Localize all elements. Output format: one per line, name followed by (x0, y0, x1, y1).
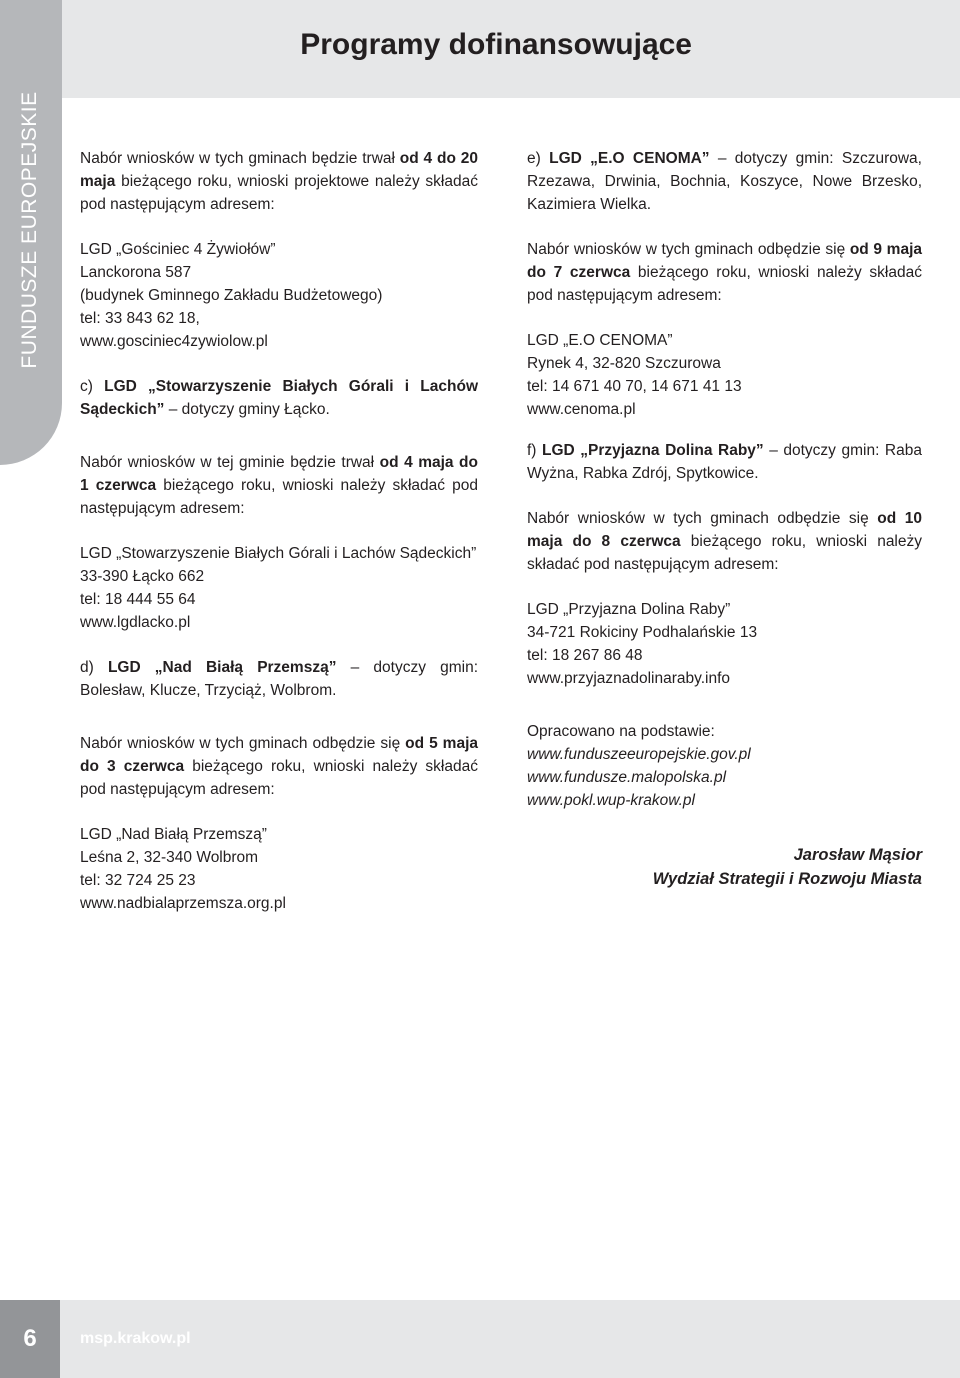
text: bieżącego roku, wnioski należy składać pod następującym adresem: (527, 533, 922, 573)
text: Nabór wniosków w tych gminach będzie trwał (80, 150, 400, 167)
date-range: od 4 maja do 1 czerwca (80, 454, 478, 494)
c-heading (80, 375, 478, 421)
b-address (80, 238, 478, 353)
text: – dotyczy gmin: Raba Wyżna, Rabka Zdrój, Spytkowice. (527, 442, 922, 482)
website-link[interactable]: www.przyjaznadolinaraby.info (527, 670, 731, 687)
website-link[interactable]: www.nadbialaprzemsza.org.pl (80, 895, 286, 912)
c-schedule-paragraph (80, 451, 478, 520)
date-range: od 5 maja do 3 czerwca (80, 735, 479, 775)
text: bieżącego roku, wnioski należy składać pod następującym adresem: (80, 477, 478, 517)
phone: tel: 33 843 62 18, (80, 310, 200, 327)
phone: tel: 18 267 86 48 (527, 647, 643, 664)
d-address (80, 823, 478, 915)
f-heading (527, 439, 922, 485)
d-heading (80, 656, 478, 702)
phone: tel: 14 671 40 70, 14 671 41 13 (527, 378, 742, 395)
e-address (527, 329, 922, 421)
address-line: Rynek 4, 32-820 Szczurowa (527, 355, 721, 372)
list-marker: c) (80, 378, 105, 395)
list-marker: e) (527, 150, 550, 167)
phone: tel: 32 724 25 23 (80, 872, 196, 889)
e-heading (527, 147, 922, 216)
lgd-name: LGD „Przyjazna Dolina Raby” (542, 442, 764, 459)
text: – dotyczy gminy Łącko. (168, 401, 330, 418)
address-line: LGD „Gościniec 4 Żywiołów” (80, 241, 276, 258)
text: bieżącego roku, wnioski należy składać pod następującym adresem: (80, 758, 478, 798)
lgd-name: LGD „Nad Białą Przemszą” (107, 659, 337, 676)
list-marker: d) (80, 659, 108, 676)
source-link[interactable]: www.pokl.wup-krakow.pl (527, 792, 695, 809)
text: Nabór wniosków w tych gminach odbędzie się (80, 735, 406, 752)
lgd-name: LGD „E.O CENOMA” (549, 150, 710, 167)
address-line: LGD „E.O CENOMA” (527, 332, 673, 349)
side-tab (0, 0, 62, 465)
text: Nabór wniosków w tych gminach odbędzie się (527, 241, 850, 258)
source-link[interactable]: www.funduszeeuropejskie.gov.pl (527, 746, 751, 763)
author-name: Jarosław Mąsior (793, 846, 922, 864)
website-link[interactable]: www.lgdlacko.pl (80, 614, 191, 631)
footer-url[interactable]: msp.krakow.pl (80, 1330, 191, 1347)
address-line: LGD „Przyjazna Dolina Raby” (527, 601, 731, 618)
text: bieżącego roku, wnioski należy składać pod następującym adresem: (527, 264, 922, 304)
source-link[interactable]: www.fundusze.malopolska.pl (527, 769, 727, 786)
address-line: 33-390 Łącko 662 (80, 568, 205, 585)
lgd-name: LGD „Stowarzyszenie Białych Górali i Lachów Sądeckich” (80, 378, 478, 418)
address-line: (budynek Gminnego Zakładu Budżetowego) (80, 287, 383, 304)
left-column (80, 147, 478, 915)
footer-band (60, 1300, 960, 1378)
e-schedule-paragraph (527, 238, 922, 307)
f-schedule-paragraph (527, 507, 922, 576)
f-address (527, 598, 922, 690)
address-line: Lanckorona 587 (80, 264, 192, 281)
sources (527, 720, 922, 812)
sources-label: Opracowano na podstawie: (527, 723, 715, 740)
date-range: od 10 maja do 8 czerwca (527, 510, 923, 550)
text: – dotyczy gmin: Szczurowa, Rzezawa, Drwinia, Bochnia, Koszyce, Nowe Brzesko, Kazimiera Wielka. (527, 150, 922, 213)
website-link[interactable]: www.gosciniec4zywiolow.pl (80, 333, 268, 350)
address-line: LGD „Nad Białą Przemszą” (80, 826, 267, 843)
signature (527, 843, 922, 891)
side-tab-label: FUNDUSZE EUROPEJSKIE (18, 91, 41, 369)
text: Nabór wniosków w tych gminach odbędzie się (527, 510, 878, 527)
text: – dotyczy gmin: Bolesław, Klucze, Trzyciąż, Wolbrom. (80, 659, 478, 699)
list-marker: f) (527, 442, 543, 459)
right-column (527, 147, 922, 891)
phone: tel: 18 444 55 64 (80, 591, 196, 608)
d-schedule-paragraph (80, 732, 478, 801)
website-link[interactable]: www.cenoma.pl (527, 401, 636, 418)
date-range: od 9 maja do 7 czerwca (527, 241, 922, 281)
text: Nabór wniosków w tej gminie będzie trwał (80, 454, 380, 471)
b-schedule-paragraph (80, 147, 478, 216)
address-line: 34-721 Rokiciny Podhalańskie 13 (527, 624, 758, 641)
address-line: Leśna 2, 32-340 Wolbrom (80, 849, 259, 866)
c-address (80, 542, 478, 634)
address-line: LGD „Stowarzyszenie Białych Górali i Lachów Sądeckich” (80, 545, 477, 562)
page-title: Programy dofinansowujące (300, 28, 692, 61)
text: bieżącego roku, wnioski projektowe należy składać pod następującym adresem: (80, 173, 478, 213)
author-department: Wydział Strategii i Rozwoju Miasta (652, 870, 922, 888)
date-range: od 4 do 20 maja (80, 150, 478, 190)
page-number: 6 (0, 1300, 60, 1378)
